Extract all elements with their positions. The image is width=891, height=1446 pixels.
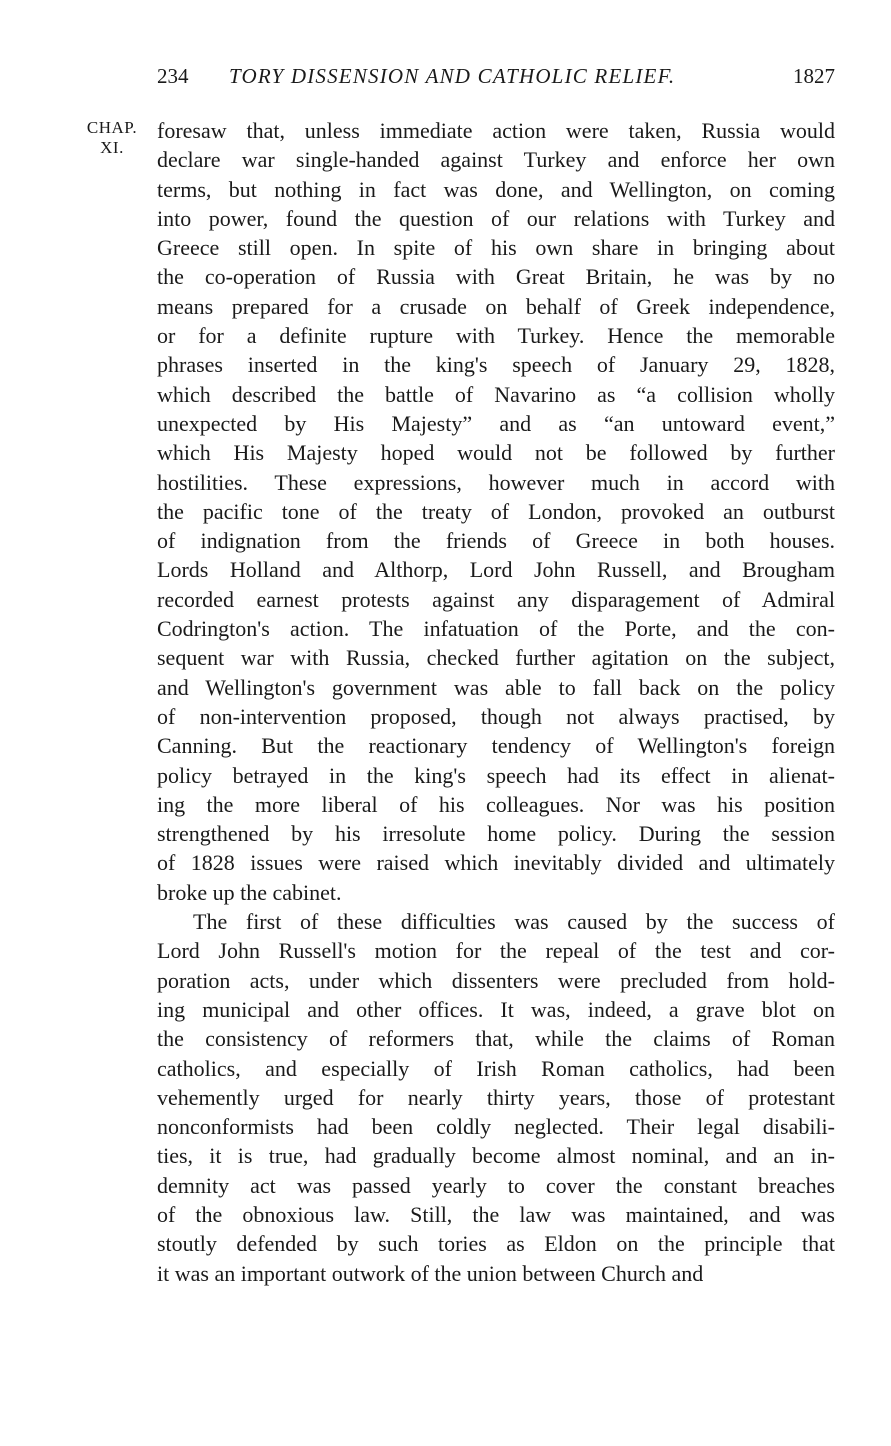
text-line: policy betrayed in the king's speech had its effect in alienat- bbox=[157, 762, 835, 788]
text-line: Lord John Russell's motion for the repeal of the test and cor- bbox=[157, 938, 835, 964]
running-title: TORY DISSENSION AND CATHOLIC RELIEF. bbox=[229, 64, 676, 88]
text-line: demnity act was passed yearly to cover the constant breaches bbox=[157, 1172, 835, 1198]
text-line: Canning. But the reactionary tendency of Wellington's foreign bbox=[157, 733, 835, 759]
text-line: ties, it is true, had gradually become almost nominal, and an in- bbox=[157, 1143, 835, 1169]
page-number: 234 bbox=[157, 64, 189, 88]
paragraph bbox=[157, 116, 835, 907]
text-line: of the obnoxious law. Still, the law was maintained, and was bbox=[157, 1201, 835, 1227]
text-line: vehemently urged for nearly thirty years, those of protestant bbox=[157, 1084, 835, 1110]
text-line: hostilities. These expressions, however much in accord with bbox=[157, 469, 835, 495]
chapter-number: XI. bbox=[100, 138, 124, 157]
text-line: means prepared for a crusade on behalf of Greek independence, bbox=[157, 293, 835, 319]
text-line: phrases inserted in the king's speech of January 29, 1828, bbox=[157, 352, 835, 378]
text-line: of non-intervention proposed, though not always practised, by bbox=[157, 703, 835, 729]
text-line: or for a definite rupture with Turkey. Hence the memorable bbox=[157, 323, 835, 349]
running-head bbox=[157, 62, 835, 90]
text-line: terms, but nothing in fact was done, and Wellington, on coming bbox=[157, 176, 835, 202]
text-line: declare war single-handed against Turkey and enforce her own bbox=[157, 147, 835, 173]
text-line: into power, found the question of our relations with Turkey and bbox=[157, 205, 835, 231]
text-line: the co-operation of Russia with Great Britain, he was by no bbox=[157, 264, 835, 290]
text-line: stoutly defended by such tories as Eldon on the principle that bbox=[157, 1231, 835, 1257]
text-line: nonconformists had been coldly neglected. Their legal disabili- bbox=[157, 1114, 835, 1140]
text-line: which described the battle of Navarino as “a collision wholly bbox=[157, 381, 835, 407]
text-line: ing the more liberal of his colleagues. Nor was his position bbox=[157, 791, 835, 817]
text-line: poration acts, under which dissenters were precluded from hold- bbox=[157, 967, 835, 993]
text-line: Lords Holland and Althorp, Lord John Russell, and Brougham bbox=[157, 557, 835, 583]
chapter-label: CHAP. bbox=[86, 118, 138, 137]
paragraph bbox=[157, 907, 835, 1288]
text-line: of indignation from the friends of Greece in both houses. bbox=[157, 528, 835, 554]
text-line: and Wellington's government was able to fall back on the policy bbox=[157, 674, 835, 700]
text-line: the pacific tone of the treaty of London, provoked an outburst bbox=[157, 498, 835, 524]
text-line: strengthened by his irresolute home policy. During the session bbox=[157, 821, 835, 847]
running-year: 1827 bbox=[793, 64, 835, 88]
text-line: The first of these difficulties was caused by the success of bbox=[193, 909, 835, 935]
text-line: Greece still open. In spite of his own share in bringing about bbox=[157, 235, 835, 261]
text-line: catholics, and especially of Irish Roman catholics, had been bbox=[157, 1055, 835, 1081]
text-line: Codrington's action. The infatuation of the Porte, and the con- bbox=[157, 616, 835, 642]
text-line: of 1828 issues were raised which inevitably divided and ultimately bbox=[157, 850, 835, 876]
text-line: it was an important outwork of the union between Church and bbox=[157, 1260, 704, 1286]
text-line: the consistency of reformers that, while the claims of Roman bbox=[157, 1026, 835, 1052]
text-line: which His Majesty hoped would not be followed by further bbox=[157, 440, 835, 466]
text-line: ing municipal and other offices. It was, indeed, a grave blot on bbox=[157, 996, 835, 1022]
text-line: sequent war with Russia, checked further agitation on the subject, bbox=[157, 645, 835, 671]
text-line: broke up the cabinet. bbox=[157, 879, 342, 905]
chapter-margin-note bbox=[76, 118, 148, 158]
text-line: unexpected by His Majesty” and as “an untoward event,” bbox=[157, 410, 835, 436]
text-line: recorded earnest protests against any disparagement of Admiral bbox=[157, 586, 835, 612]
body-text bbox=[157, 116, 835, 1288]
text-line: foresaw that, unless immediate action were taken, Russia would bbox=[157, 118, 835, 143]
